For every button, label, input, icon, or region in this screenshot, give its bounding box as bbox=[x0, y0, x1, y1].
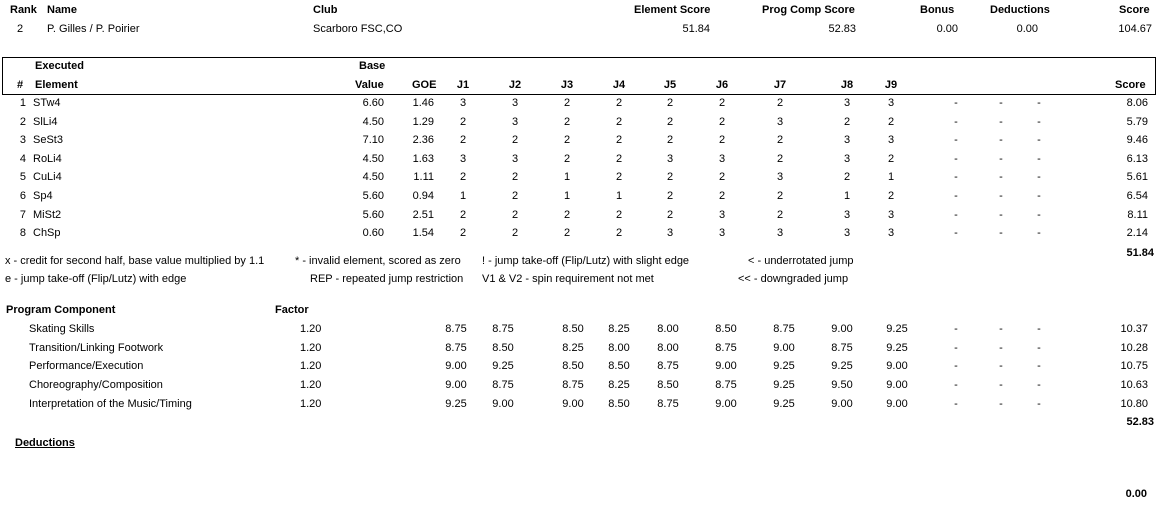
legend-item: V1 & V2 - spin requirement not met bbox=[482, 273, 654, 285]
empty-judge-mark: - bbox=[1037, 227, 1041, 240]
judge-mark: 1 bbox=[843, 190, 851, 202]
judge-mark: 2 bbox=[666, 134, 674, 147]
component-judge-mark: 8.25 bbox=[562, 341, 584, 354]
component-judge-mark: 8.50 bbox=[715, 323, 737, 335]
judge-mark: 2 bbox=[666, 97, 674, 109]
component-judge-mark: 8.75 bbox=[445, 323, 467, 335]
base-value: 5.60 bbox=[362, 190, 384, 202]
judge-mark: 2 bbox=[615, 97, 623, 109]
judge-mark: 2 bbox=[887, 115, 895, 128]
judge-mark: 2 bbox=[511, 171, 519, 184]
deductions-value: 0.00 bbox=[1016, 23, 1038, 35]
empty-judge-mark: - bbox=[999, 227, 1003, 240]
judge-mark: 2 bbox=[563, 208, 571, 221]
empty-judge-mark: - bbox=[1037, 115, 1041, 128]
element-code: SlLi4 bbox=[33, 115, 58, 128]
component-judge-mark: 9.00 bbox=[773, 341, 795, 354]
pcs-value: 52.83 bbox=[828, 23, 856, 35]
judge-mark: 2 bbox=[718, 171, 726, 184]
judge-mark: 2 bbox=[459, 115, 467, 128]
component-header: Program Component bbox=[6, 304, 116, 316]
judge-mark: 2 bbox=[563, 115, 571, 128]
component-judge-mark: 8.00 bbox=[657, 341, 679, 354]
component-judge-mark: 9.25 bbox=[773, 397, 795, 410]
empty-judge-mark: - bbox=[1037, 360, 1041, 373]
empty-judge-mark: - bbox=[954, 115, 958, 128]
empty-judge-mark: - bbox=[1037, 379, 1041, 392]
empty-judge-mark: - bbox=[954, 323, 958, 335]
judge-mark: 2 bbox=[563, 134, 571, 147]
judge-mark: 3 bbox=[843, 97, 851, 109]
judge-mark: 3 bbox=[718, 208, 726, 221]
pcs-header: Prog Comp Score bbox=[762, 4, 855, 16]
component-factor: 1.20 bbox=[300, 397, 322, 410]
judge-mark: 3 bbox=[511, 152, 519, 165]
bonus-value: 0.00 bbox=[936, 23, 958, 35]
judge-mark: 2 bbox=[511, 208, 519, 221]
judge-header: J7 bbox=[773, 79, 787, 91]
judge-header: J8 bbox=[840, 79, 854, 91]
empty-judge-mark: - bbox=[954, 341, 958, 354]
elements-total: 51.84 bbox=[1126, 247, 1154, 259]
judge-header: J2 bbox=[508, 79, 522, 91]
score-header: Score bbox=[1119, 4, 1150, 16]
empty-judge-mark: - bbox=[1037, 190, 1041, 202]
judge-mark: 2 bbox=[776, 208, 784, 221]
element-num: 1 bbox=[19, 97, 26, 109]
empty-judge-mark: - bbox=[1037, 134, 1041, 147]
component-judge-mark: 9.00 bbox=[831, 397, 853, 410]
judge-mark: 1 bbox=[563, 190, 571, 202]
base-value: 7.10 bbox=[362, 134, 384, 147]
component-score: 10.63 bbox=[1120, 379, 1148, 392]
goe-value: 1.54 bbox=[412, 227, 434, 240]
component-judge-mark: 9.00 bbox=[492, 397, 514, 410]
empty-judge-mark: - bbox=[1037, 152, 1041, 165]
bonus-header: Bonus bbox=[920, 4, 955, 16]
element-num: 7 bbox=[19, 208, 26, 221]
component-judge-mark: 8.50 bbox=[492, 341, 514, 354]
component-score: 10.80 bbox=[1120, 397, 1148, 410]
component-score: 10.37 bbox=[1120, 323, 1148, 335]
judge-mark: 2 bbox=[615, 208, 623, 221]
component-judge-mark: 9.00 bbox=[715, 360, 737, 373]
judge-mark: 2 bbox=[459, 171, 467, 184]
goe-value: 2.36 bbox=[412, 134, 434, 147]
element-code: Sp4 bbox=[33, 190, 53, 202]
judge-mark: 2 bbox=[563, 227, 571, 240]
judge-header: J3 bbox=[560, 79, 574, 91]
judge-mark: 2 bbox=[615, 227, 623, 240]
judge-header: J6 bbox=[715, 79, 729, 91]
empty-judge-mark: - bbox=[1037, 208, 1041, 221]
judge-mark: 2 bbox=[666, 171, 674, 184]
empty-judge-mark: - bbox=[1037, 171, 1041, 184]
goe-value: 1.29 bbox=[412, 115, 434, 128]
component-judge-mark: 9.25 bbox=[886, 323, 908, 335]
judge-header: J5 bbox=[663, 79, 677, 91]
executed-header: Executed bbox=[35, 60, 84, 72]
components-total: 52.83 bbox=[1126, 416, 1154, 428]
judge-mark: 1 bbox=[563, 171, 571, 184]
component-factor: 1.20 bbox=[300, 360, 322, 373]
legend-item: * - invalid element, scored as zero bbox=[295, 255, 461, 267]
empty-judge-mark: - bbox=[954, 171, 958, 184]
judge-mark: 2 bbox=[718, 115, 726, 128]
name-header: Name bbox=[47, 4, 77, 16]
component-judge-mark: 8.25 bbox=[608, 379, 630, 392]
element-score: 5.79 bbox=[1126, 115, 1148, 128]
legend-item: ! - jump take-off (Flip/Lutz) with slight edge bbox=[482, 255, 690, 267]
rank-value: 2 bbox=[17, 23, 24, 35]
element-num: 2 bbox=[19, 115, 26, 128]
element-num: 6 bbox=[19, 190, 26, 202]
component-judge-mark: 8.50 bbox=[562, 323, 584, 335]
element-code: CuLi4 bbox=[33, 171, 62, 184]
judge-mark: 2 bbox=[615, 152, 623, 165]
club-value: Scarboro FSC,CO bbox=[313, 23, 403, 35]
component-judge-mark: 8.50 bbox=[608, 397, 630, 410]
judge-mark: 2 bbox=[511, 190, 519, 202]
judge-header: J4 bbox=[612, 79, 626, 91]
judge-mark: 2 bbox=[511, 227, 519, 240]
judge-mark: 2 bbox=[511, 134, 519, 147]
component-factor: 1.20 bbox=[300, 341, 322, 354]
judge-mark: 2 bbox=[718, 97, 726, 109]
component-judge-mark: 8.75 bbox=[492, 379, 514, 392]
element-score: 6.54 bbox=[1126, 190, 1148, 202]
element-score-header: Element Score bbox=[634, 4, 711, 16]
empty-judge-mark: - bbox=[1037, 341, 1041, 354]
element-score: 9.46 bbox=[1126, 134, 1148, 147]
element-num: 4 bbox=[19, 152, 26, 165]
empty-judge-mark: - bbox=[954, 97, 958, 109]
judge-mark: 2 bbox=[776, 152, 784, 165]
component-judge-mark: 8.50 bbox=[608, 360, 630, 373]
empty-judge-mark: - bbox=[999, 341, 1003, 354]
empty-judge-mark: - bbox=[999, 171, 1003, 184]
judge-mark: 2 bbox=[615, 115, 623, 128]
element-code: SeSt3 bbox=[33, 134, 63, 147]
judge-mark: 3 bbox=[459, 97, 467, 109]
component-judge-mark: 9.00 bbox=[886, 379, 908, 392]
deductions-total: 0.00 bbox=[1125, 488, 1147, 500]
component-judge-mark: 8.75 bbox=[562, 379, 584, 392]
component-judge-mark: 9.25 bbox=[886, 341, 908, 354]
empty-judge-mark: - bbox=[999, 360, 1003, 373]
empty-judge-mark: - bbox=[999, 379, 1003, 392]
judge-mark: 2 bbox=[718, 190, 726, 202]
num-header: # bbox=[17, 79, 24, 91]
judge-mark: 3 bbox=[776, 171, 784, 184]
empty-judge-mark: - bbox=[954, 379, 958, 392]
judge-mark: 3 bbox=[511, 97, 519, 109]
judge-mark: 1 bbox=[887, 171, 895, 184]
component-factor: 1.20 bbox=[300, 379, 322, 392]
element-num: 8 bbox=[19, 227, 26, 240]
empty-judge-mark: - bbox=[954, 134, 958, 147]
judge-mark: 2 bbox=[887, 152, 895, 165]
empty-judge-mark: - bbox=[999, 397, 1003, 410]
judge-mark: 3 bbox=[843, 208, 851, 221]
judge-mark: 3 bbox=[776, 227, 784, 240]
component-judge-mark: 9.00 bbox=[831, 323, 853, 335]
component-judge-mark: 9.50 bbox=[831, 379, 853, 392]
element-score: 5.61 bbox=[1126, 171, 1148, 184]
base-value: 5.60 bbox=[362, 208, 384, 221]
judge-mark: 2 bbox=[776, 190, 784, 202]
component-name: Transition/Linking Footwork bbox=[29, 341, 164, 354]
judge-header: J9 bbox=[884, 79, 898, 91]
judge-mark: 3 bbox=[718, 152, 726, 165]
component-score: 10.28 bbox=[1120, 341, 1148, 354]
empty-judge-mark: - bbox=[954, 208, 958, 221]
component-judge-mark: 9.00 bbox=[445, 379, 467, 392]
element-code: STw4 bbox=[33, 97, 61, 109]
component-name: Choreography/Composition bbox=[29, 379, 163, 392]
component-judge-mark: 9.25 bbox=[773, 360, 795, 373]
judge-mark: 3 bbox=[843, 227, 851, 240]
goe-value: 1.63 bbox=[412, 152, 434, 165]
base-value: 0.60 bbox=[362, 227, 384, 240]
judge-mark: 2 bbox=[666, 115, 674, 128]
skater-name: P. Gilles / P. Poirier bbox=[47, 23, 140, 35]
empty-judge-mark: - bbox=[954, 190, 958, 202]
goe-header: GOE bbox=[412, 79, 437, 91]
judge-mark: 2 bbox=[666, 190, 674, 202]
judge-mark: 2 bbox=[459, 208, 467, 221]
judge-header: J1 bbox=[456, 79, 470, 91]
component-judge-mark: 8.75 bbox=[773, 323, 795, 335]
component-judge-mark: 8.00 bbox=[657, 323, 679, 335]
deductions-header: Deductions bbox=[990, 4, 1050, 16]
goe-value: 0.94 bbox=[412, 190, 434, 202]
element-score-value: 51.84 bbox=[682, 23, 710, 35]
legend-item: < - underrotated jump bbox=[748, 255, 854, 267]
base-value: 4.50 bbox=[362, 152, 384, 165]
component-name: Skating Skills bbox=[29, 323, 95, 335]
empty-judge-mark: - bbox=[999, 134, 1003, 147]
goe-value: 2.51 bbox=[412, 208, 434, 221]
empty-judge-mark: - bbox=[999, 152, 1003, 165]
legend-item: x - credit for second half, base value multiplied by 1.1 bbox=[5, 255, 265, 267]
component-judge-mark: 8.75 bbox=[657, 360, 679, 373]
component-name: Performance/Execution bbox=[29, 360, 144, 373]
component-factor: 1.20 bbox=[300, 323, 322, 335]
judge-mark: 1 bbox=[615, 190, 623, 202]
empty-judge-mark: - bbox=[1037, 97, 1041, 109]
component-judge-mark: 9.00 bbox=[715, 397, 737, 410]
legend-item: e - jump take-off (Flip/Lutz) with edge bbox=[5, 273, 187, 285]
judge-mark: 3 bbox=[666, 152, 674, 165]
judge-mark: 2 bbox=[843, 115, 851, 128]
judge-mark: 2 bbox=[563, 97, 571, 109]
element-code: RoLi4 bbox=[33, 152, 62, 165]
element-header: Element bbox=[35, 79, 78, 91]
judge-mark: 3 bbox=[718, 227, 726, 240]
judge-mark: 3 bbox=[887, 208, 895, 221]
judge-mark: 3 bbox=[843, 152, 851, 165]
element-score: 8.06 bbox=[1126, 97, 1148, 109]
judge-mark: 2 bbox=[843, 171, 851, 184]
legend-item: << - downgraded jump bbox=[738, 273, 849, 285]
empty-judge-mark: - bbox=[999, 97, 1003, 109]
goe-value: 1.46 bbox=[412, 97, 434, 109]
component-judge-mark: 9.25 bbox=[445, 397, 467, 410]
component-judge-mark: 9.25 bbox=[773, 379, 795, 392]
judge-mark: 2 bbox=[718, 134, 726, 147]
element-num: 3 bbox=[19, 134, 26, 147]
element-score-col-header: Score bbox=[1115, 79, 1146, 91]
component-judge-mark: 8.75 bbox=[715, 379, 737, 392]
judge-mark: 1 bbox=[459, 190, 467, 202]
club-header: Club bbox=[313, 4, 338, 16]
component-judge-mark: 9.00 bbox=[886, 360, 908, 373]
component-judge-mark: 8.25 bbox=[608, 323, 630, 335]
empty-judge-mark: - bbox=[1037, 323, 1041, 335]
component-judge-mark: 9.00 bbox=[886, 397, 908, 410]
legend-item: REP - repeated jump restriction bbox=[310, 273, 464, 285]
total-score-value: 104.67 bbox=[1118, 23, 1152, 35]
base-value: 4.50 bbox=[362, 171, 384, 184]
judge-mark: 3 bbox=[459, 152, 467, 165]
component-name: Interpretation of the Music/Timing bbox=[29, 397, 192, 410]
component-judge-mark: 8.00 bbox=[608, 341, 630, 354]
judge-mark: 2 bbox=[887, 190, 895, 202]
component-judge-mark: 8.75 bbox=[715, 341, 737, 354]
factor-header: Factor bbox=[275, 304, 309, 316]
component-judge-mark: 9.25 bbox=[492, 360, 514, 373]
judge-mark: 3 bbox=[843, 134, 851, 147]
element-score: 2.14 bbox=[1126, 227, 1148, 240]
empty-judge-mark: - bbox=[999, 115, 1003, 128]
judge-mark: 3 bbox=[887, 134, 895, 147]
empty-judge-mark: - bbox=[999, 323, 1003, 335]
judge-mark: 2 bbox=[615, 134, 623, 147]
component-score: 10.75 bbox=[1120, 360, 1148, 373]
empty-judge-mark: - bbox=[954, 152, 958, 165]
judge-mark: 3 bbox=[776, 115, 784, 128]
element-score: 6.13 bbox=[1126, 152, 1148, 165]
judge-mark: 3 bbox=[887, 97, 895, 109]
goe-value: 1.11 bbox=[413, 171, 434, 184]
base-value: 4.50 bbox=[362, 115, 384, 128]
empty-judge-mark: - bbox=[954, 360, 958, 373]
judge-mark: 2 bbox=[459, 227, 467, 240]
empty-judge-mark: - bbox=[999, 208, 1003, 221]
component-judge-mark: 8.75 bbox=[492, 323, 514, 335]
judge-mark: 3 bbox=[511, 115, 519, 128]
judge-mark: 2 bbox=[563, 152, 571, 165]
base-value: 6.60 bbox=[362, 97, 384, 109]
empty-judge-mark: - bbox=[999, 190, 1003, 202]
base-value-header: Value bbox=[355, 79, 384, 91]
element-score: 8.11 bbox=[1127, 208, 1148, 221]
element-code: ChSp bbox=[33, 227, 61, 240]
component-judge-mark: 8.50 bbox=[562, 360, 584, 373]
component-judge-mark: 8.75 bbox=[445, 341, 467, 354]
judge-mark: 3 bbox=[666, 227, 674, 240]
component-judge-mark: 8.75 bbox=[657, 397, 679, 410]
component-judge-mark: 9.00 bbox=[562, 397, 584, 410]
component-judge-mark: 8.75 bbox=[831, 341, 853, 354]
component-judge-mark: 9.00 bbox=[445, 360, 467, 373]
judge-mark: 2 bbox=[776, 97, 784, 109]
judge-mark: 2 bbox=[666, 208, 674, 221]
judge-mark: 2 bbox=[459, 134, 467, 147]
judge-mark: 2 bbox=[776, 134, 784, 147]
empty-judge-mark: - bbox=[1037, 397, 1041, 410]
judge-mark: 2 bbox=[615, 171, 623, 184]
rank-header: Rank bbox=[10, 4, 37, 16]
component-judge-mark: 9.25 bbox=[831, 360, 853, 373]
base-header: Base bbox=[359, 60, 386, 72]
empty-judge-mark: - bbox=[954, 227, 958, 240]
judge-mark: 3 bbox=[887, 227, 895, 240]
element-code: MiSt2 bbox=[33, 208, 62, 221]
empty-judge-mark: - bbox=[954, 397, 958, 410]
element-num: 5 bbox=[19, 171, 26, 184]
component-judge-mark: 8.50 bbox=[657, 379, 679, 392]
deductions-label: Deductions bbox=[15, 437, 75, 449]
